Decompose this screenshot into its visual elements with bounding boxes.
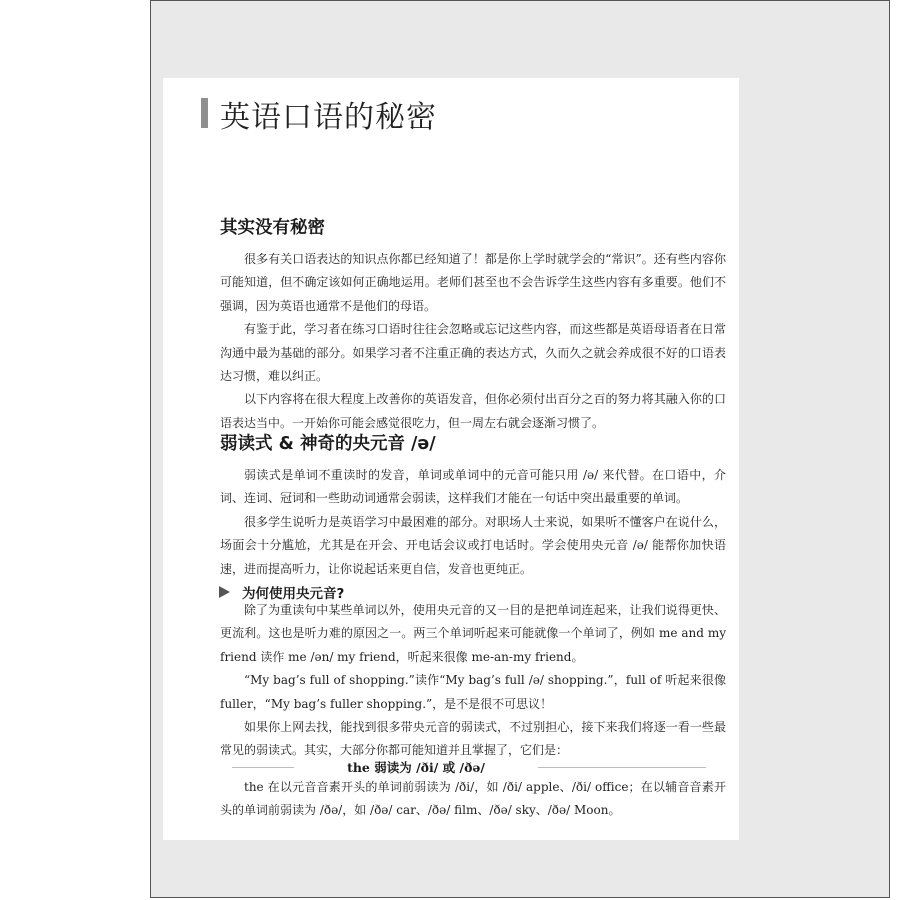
subsection-heading-why-schwa: 为何使用央元音?	[242, 586, 345, 602]
paragraph: 很多学生说听力是英语学习中最困难的部分。对职场人士来说，如果听不懂客户在说什么，场面会十分尴尬，尤其是在开会、开电话会议或打电话时。学会使用央元音 /ə/ 能帮你加快语速，进而提高听力，让你说起话来更自信，发音也更纯正。	[220, 514, 726, 576]
paragraph: “My bag’s full of shopping.”读作“My bag’s full /ə/ shopping.”，full of 听起来很像 fuller，“My bag’s fuller shopping.”，是不是很不可思议！	[220, 673, 726, 711]
caption-rule-left	[232, 767, 294, 768]
subsection-why-schwa-body	[220, 599, 726, 763]
paragraph: 有鉴于此，学习者在练习口语时往往会忽略或忘记这些内容，而这些都是英语母语者在日常沟通中最为基础的部分。如果学习者不注重正确的表达方式，久而久之就会养成很不好的口语表达习惯，难以纠正。	[220, 322, 726, 384]
caption-the-weak-form: the 弱读为 /ði/ 或 /ðə/	[347, 760, 485, 775]
section-weak-forms-body	[220, 464, 726, 581]
paragraph: 很多有关口语表达的知识点你都已经知道了！都是你上学时就学会的“常识”。还有些内容你可能知道，但不确定该如何正确地运用。老师们甚至也不会告诉学生这些内容有多重要。他们不强调，因为英语也通常不是他们的母语。	[220, 252, 726, 313]
paragraph: the 在以元音音素开头的单词前弱读为 /ði/，如 /ði/ apple、/ði/ office；在以辅音音素开头的单词前弱读为 /ðə/，如 /ðə/ car、/ðə/ film、/ðə/ sky、/ðə/ Moon。	[220, 780, 726, 818]
section-no-secret-body	[220, 248, 726, 435]
arrow-icon	[219, 586, 230, 598]
paragraph: 以下内容将在很大程度上改善你的英语发音，但你必须付出百分之百的努力将其融入你的口语表达当中。一开始你可能会感觉很吃力，但一周左右就会逐渐习惯了。	[220, 392, 726, 430]
paragraph: 如果你上网去找，能找到很多带央元音的弱读式，不过别担心，接下来我们将逐一看一些最常见的弱读式。其实，大部分你都可能知道并且掌握了，它们是：	[220, 720, 726, 758]
section-heading-weak-forms: 弱读式 & 神奇的央元音 /ə/	[220, 434, 436, 454]
paragraph: 除了为重读句中某些单词以外，使用央元音的又一目的是把单词连起来，让我们说得更快、更流利。这也是听力难的原因之一。两三个单词听起来可能就像一个单词了，例如 me and my friend 读作 me /ən/ my friend，听起来很像 me-an-my friend。	[220, 603, 726, 664]
caption-rule-right	[538, 767, 706, 768]
page-title: 英语口语的秘密	[220, 100, 437, 135]
paragraph: 弱读式是单词不重读时的发音，单词或单词中的元音可能只用 /ə/ 来代替。在口语中，介词、连词、冠词和一些助动词通常会弱读，这样我们才能在一句话中突出最重要的单词。	[220, 468, 726, 506]
section-heading-no-secret: 其实没有秘密	[220, 218, 325, 238]
title-accent-bar	[201, 98, 208, 128]
caption-body	[220, 776, 726, 823]
